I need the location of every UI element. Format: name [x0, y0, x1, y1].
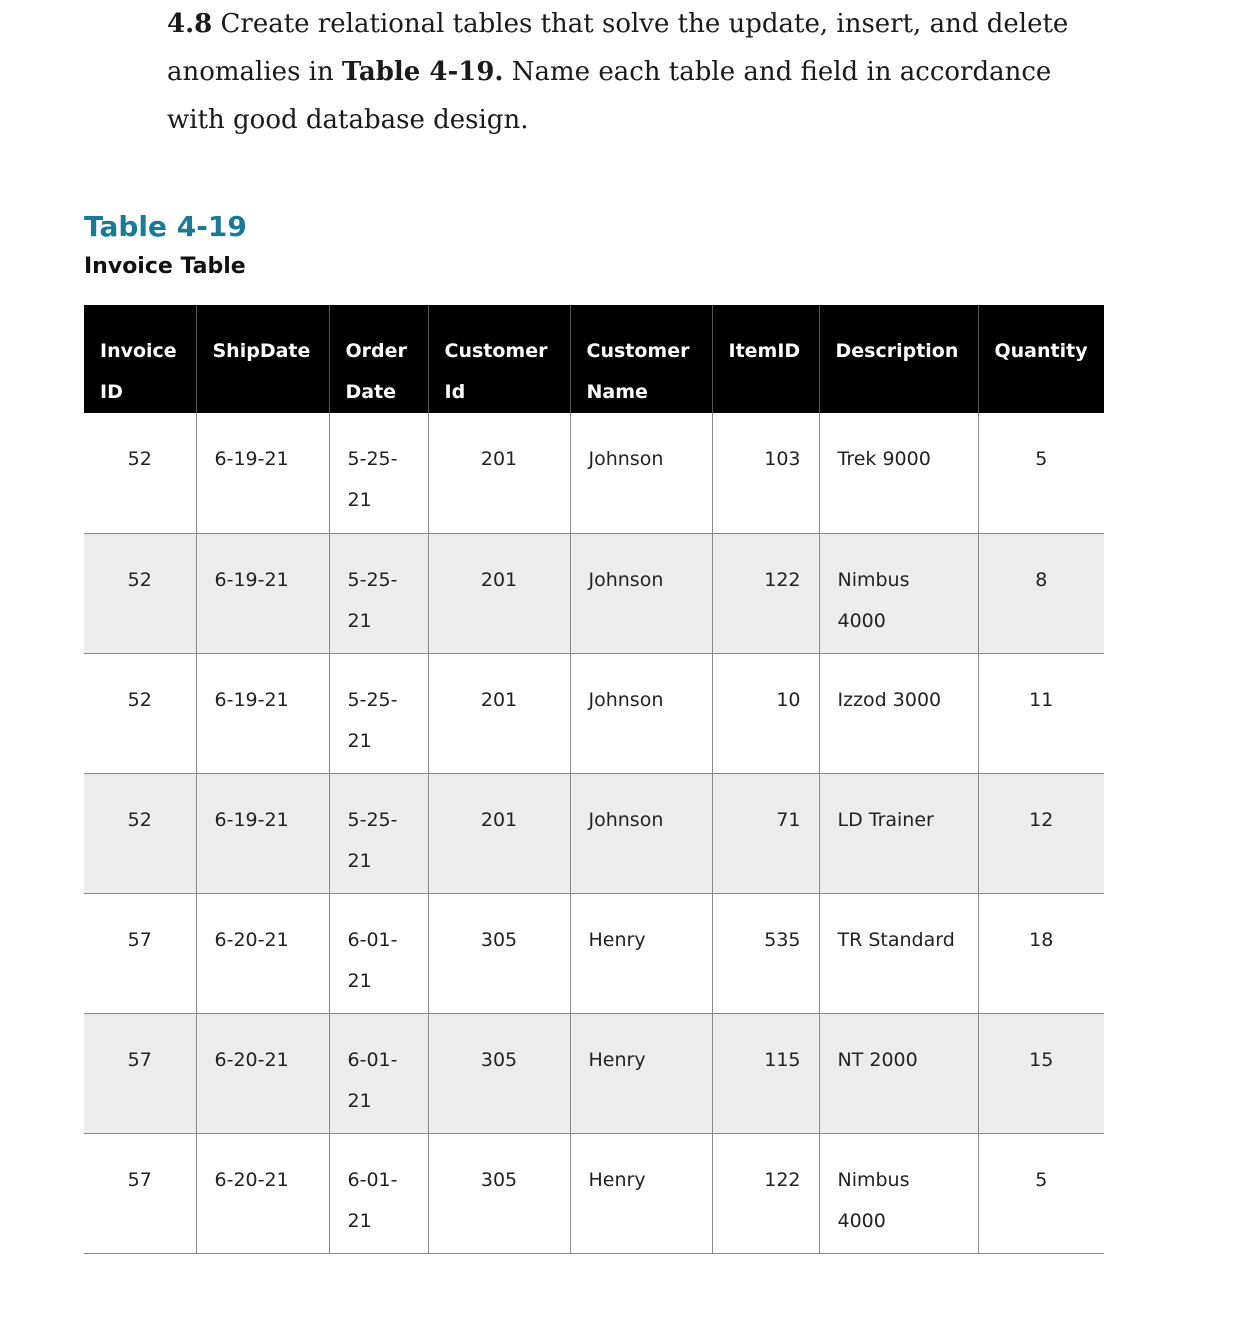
cell-order-date: 5-25-21 — [329, 533, 428, 653]
question-table-ref: Table 4-19. — [342, 57, 504, 87]
cell-item-id: 122 — [712, 533, 819, 653]
cell-invoice-id: 57 — [84, 1013, 196, 1133]
cell-order-date: 6-01-21 — [329, 893, 428, 1013]
cell-customer-name: Henry — [570, 1133, 712, 1253]
table-row — [84, 1133, 1104, 1253]
cell-invoice-id: 52 — [84, 413, 196, 533]
cell-ship-date: 6-20-21 — [196, 1133, 329, 1253]
cell-order-date: 5-25-21 — [329, 413, 428, 533]
cell-customer-name: Johnson — [570, 413, 712, 533]
cell-quantity: 8 — [978, 533, 1104, 653]
table-row — [84, 893, 1104, 1013]
cell-description: Nimbus 4000 — [819, 1133, 978, 1253]
table-header-row — [84, 305, 1104, 413]
question-number: 4.8 — [167, 9, 213, 39]
cell-ship-date: 6-19-21 — [196, 413, 329, 533]
cell-order-date: 6-01-21 — [329, 1013, 428, 1133]
cell-description: NT 2000 — [819, 1013, 978, 1133]
cell-quantity: 5 — [978, 1133, 1104, 1253]
cell-item-id: 115 — [712, 1013, 819, 1133]
cell-item-id: 10 — [712, 653, 819, 773]
column-header: ItemID — [712, 305, 819, 413]
cell-quantity: 18 — [978, 893, 1104, 1013]
cell-description: Trek 9000 — [819, 413, 978, 533]
cell-customer-name: Johnson — [570, 773, 712, 893]
cell-customer-id: 201 — [428, 773, 570, 893]
cell-invoice-id: 52 — [84, 653, 196, 773]
table-row — [84, 653, 1104, 773]
cell-quantity: 15 — [978, 1013, 1104, 1133]
question-text-before: Create relational tables that solve the update, insert, and delete anomalies in — [167, 9, 1069, 87]
cell-order-date: 5-25-21 — [329, 653, 428, 773]
cell-customer-id: 201 — [428, 413, 570, 533]
table-caption-title: Invoice Table — [84, 254, 246, 279]
cell-invoice-id: 52 — [84, 533, 196, 653]
cell-quantity: 12 — [978, 773, 1104, 893]
column-header: Order Date — [329, 305, 428, 413]
cell-customer-name: Johnson — [570, 533, 712, 653]
cell-quantity: 11 — [978, 653, 1104, 773]
table-row — [84, 1013, 1104, 1133]
cell-order-date: 5-25-21 — [329, 773, 428, 893]
cell-invoice-id: 52 — [84, 773, 196, 893]
column-header: Quantity — [978, 305, 1104, 413]
cell-ship-date: 6-19-21 — [196, 773, 329, 893]
column-header: Description — [819, 305, 978, 413]
cell-description: LD Trainer — [819, 773, 978, 893]
cell-item-id: 535 — [712, 893, 819, 1013]
cell-item-id: 103 — [712, 413, 819, 533]
cell-description: Izzod 3000 — [819, 653, 978, 773]
column-header: Invoice ID — [84, 305, 196, 413]
cell-description: Nimbus 4000 — [819, 533, 978, 653]
cell-customer-name: Johnson — [570, 653, 712, 773]
cell-order-date: 6-01-21 — [329, 1133, 428, 1253]
cell-invoice-id: 57 — [84, 1133, 196, 1253]
cell-customer-id: 201 — [428, 533, 570, 653]
cell-item-id: 71 — [712, 773, 819, 893]
cell-customer-id: 201 — [428, 653, 570, 773]
cell-ship-date: 6-20-21 — [196, 1013, 329, 1133]
question-text — [167, 0, 1097, 144]
column-header: ShipDate — [196, 305, 329, 413]
cell-customer-id: 305 — [428, 893, 570, 1013]
cell-ship-date: 6-19-21 — [196, 533, 329, 653]
cell-customer-name: Henry — [570, 893, 712, 1013]
cell-quantity: 5 — [978, 413, 1104, 533]
table-row — [84, 413, 1104, 533]
column-header: Customer Id — [428, 305, 570, 413]
cell-ship-date: 6-19-21 — [196, 653, 329, 773]
cell-description: TR Standard — [819, 893, 978, 1013]
table-row — [84, 773, 1104, 893]
invoice-table — [84, 305, 1104, 1254]
cell-customer-id: 305 — [428, 1013, 570, 1133]
table-row — [84, 533, 1104, 653]
cell-customer-name: Henry — [570, 1013, 712, 1133]
cell-invoice-id: 57 — [84, 893, 196, 1013]
cell-item-id: 122 — [712, 1133, 819, 1253]
cell-ship-date: 6-20-21 — [196, 893, 329, 1013]
table-caption-number: Table 4-19 — [84, 210, 247, 243]
column-header: Customer Name — [570, 305, 712, 413]
question-text-after: Name each table and field in accordance with good database design. — [167, 57, 1052, 135]
cell-customer-id: 305 — [428, 1133, 570, 1253]
